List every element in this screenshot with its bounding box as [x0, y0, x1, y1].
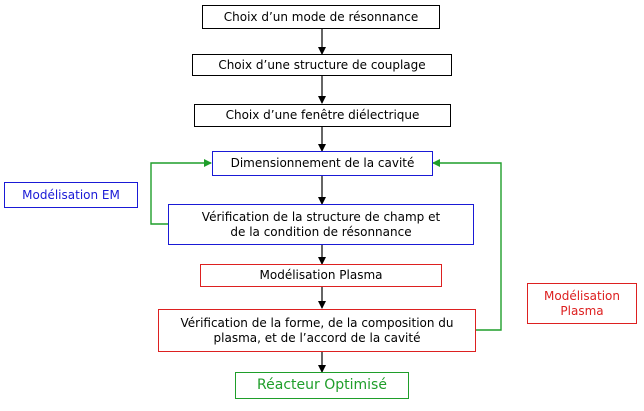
step-mode-resonnance — [202, 5, 440, 29]
label-modelisation-plasma — [527, 283, 637, 324]
step-structure-couplage-label: Choix d’une structure de couplage — [218, 57, 426, 72]
label-modelisation-plasma-line2: Plasma — [560, 303, 604, 318]
step-reacteur-optimise-label: Réacteur Optimisé — [257, 377, 387, 393]
step-verification-plasma-line1: Vérification de la forme, de la composition du — [180, 315, 454, 330]
step-dimensionnement-cavite — [212, 151, 433, 176]
step-verification-plasma-line2: plasma, et de l’accord de la cavité — [213, 330, 421, 345]
step-modelisation-plasma-label: Modélisation Plasma — [259, 268, 383, 282]
step-dimensionnement-cavite-label: Dimensionnement de la cavité — [230, 156, 415, 170]
label-modelisation-plasma-line1: Modélisation — [544, 288, 620, 303]
label-modelisation-em — [4, 182, 138, 208]
step-verification-champ-line1: Vérification de la structure de champ et — [201, 209, 441, 224]
step-structure-couplage — [192, 54, 452, 76]
step-fenetre-dielectrique-label: Choix d’une fenêtre diélectrique — [225, 108, 420, 122]
step-verification-champ — [168, 204, 474, 245]
label-modelisation-em-text: Modélisation EM — [22, 187, 120, 202]
step-modelisation-plasma — [200, 264, 442, 287]
step-fenetre-dielectrique — [194, 104, 451, 127]
feedback-loop-plasma — [433, 163, 501, 330]
step-verification-champ-line2: de la condition de résonnance — [230, 224, 412, 239]
step-verification-plasma — [158, 309, 476, 352]
step-reacteur-optimise — [235, 372, 409, 399]
step-mode-resonnance-label: Choix d’un mode de résonnance — [223, 9, 419, 24]
